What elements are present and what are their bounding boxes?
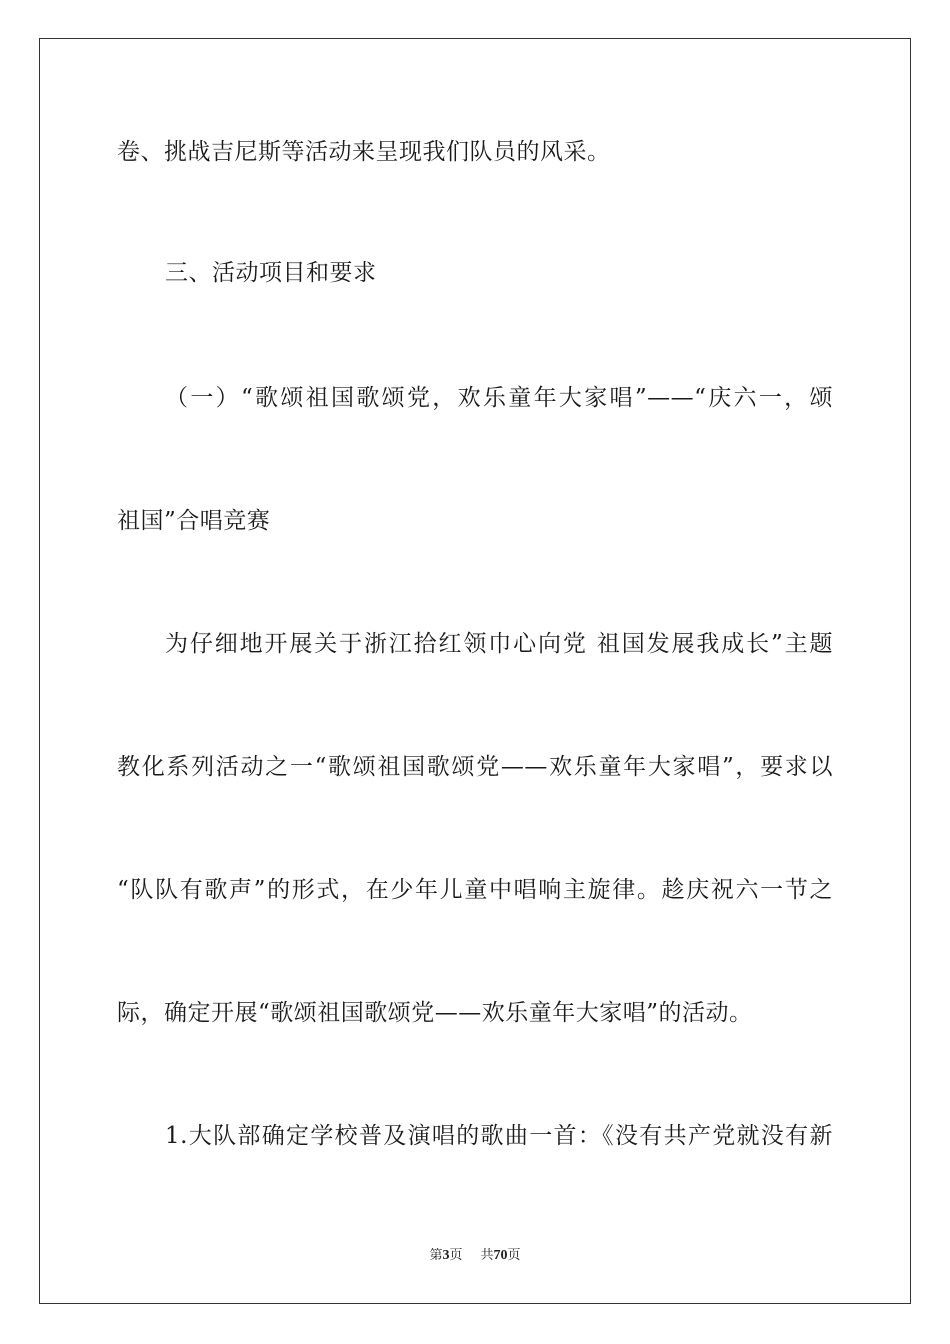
footer-page-suffix: 页 [449, 1248, 463, 1263]
footer-page-number: 3 [442, 1248, 450, 1263]
section-heading-activities: 三、活动项目和要求 [165, 260, 377, 286]
page-footer [0, 1248, 950, 1264]
paragraph-line-7: “队队有歌声”的形式，在少年儿童中唱响主旋律。趁庆祝六一节之 [117, 877, 833, 903]
footer-total-suffix: 页 [507, 1248, 521, 1263]
footer-total-prefix: 共 [480, 1248, 494, 1263]
page-border [39, 38, 911, 1304]
paragraph-line-5: 为仔细地开展关于浙江拾红领巾心向党 祖国发展我成长”主题 [165, 631, 833, 657]
footer-total-number: 70 [493, 1248, 508, 1263]
subsection-heading-choir-line-2: 祖国”合唱竞赛 [117, 508, 271, 534]
paragraph-line-8: 际，确定开展“歌颂祖国歌颂党——欢乐童年大家唱”的活动。 [117, 1000, 753, 1026]
footer-page-prefix: 第 [429, 1248, 443, 1263]
paragraph-line-6: 教化系列活动之一“歌颂祖国歌颂党——欢乐童年大家唱”，要求以 [117, 754, 833, 780]
list-item-line-9: 1.大队部确定学校普及演唱的歌曲一首：《没有共产党就没有新 [165, 1123, 833, 1149]
subsection-heading-choir-line-1: （一）“歌颂祖国歌颂党，欢乐童年大家唱”——“庆六一，颂 [165, 385, 833, 411]
paragraph-line-1: 卷、挑战吉尼斯等活动来呈现我们队员的风采。 [117, 139, 611, 165]
